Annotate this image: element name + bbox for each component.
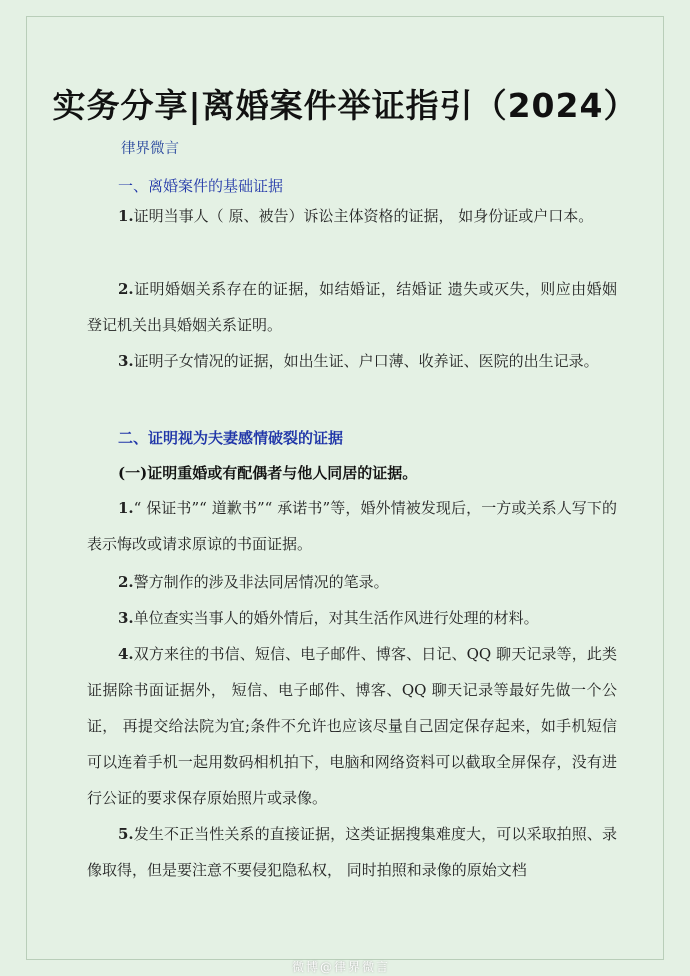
item-number: 1.	[118, 499, 134, 517]
item-text: 警方制作的涉及非法同居情况的笔录。	[133, 573, 389, 591]
item-number: 1.	[118, 207, 134, 225]
section-2-subheading: (一)证明重婚或有配偶者与他人同居的证据。	[118, 464, 418, 482]
item-number: 2.	[118, 573, 134, 591]
item-text: 证明婚姻关系存在的证据，如结婚证，结婚证 遗失或灭失，则应由婚姻登记机关出具婚姻关系证明。	[87, 280, 617, 334]
section-2-heading: 二、证明视为夫妻感情破裂的证据	[118, 429, 344, 447]
section-1-heading: 一、离婚案件的基础证据	[118, 177, 284, 195]
section-2-item-4	[87, 636, 617, 816]
item-number: 3.	[118, 352, 134, 370]
item-number: 4.	[118, 645, 134, 663]
watermark	[275, 956, 407, 976]
page-title: 实务分享|离婚案件举证指引（2024）	[52, 86, 638, 125]
watermark-text: 微博@律界微言	[291, 959, 390, 974]
section-1-item-2	[87, 271, 617, 343]
item-text: 发生不正当性关系的直接证据，这类证据搜集难度大，可以采取拍照、录像取得，但是要注意不要侵犯隐私权， 同时拍照和录像的原始文档	[87, 825, 617, 879]
source-label: 律界微言	[121, 141, 179, 157]
item-text: 证明子女情况的证据，如出生证、户口薄、收养证、医院的出生记录。	[133, 352, 599, 370]
section-2-item-1	[87, 490, 617, 562]
item-text: “ 保证书”“ 道歉书”“ 承诺书”等，婚外情被发现后，一方或关系人写下的表示悔改或请求原谅的书面证据。	[87, 499, 617, 553]
item-number: 2.	[118, 280, 134, 298]
item-number: 3.	[118, 609, 134, 627]
item-text: 证明当事人（ 原、被告）诉讼主体资格的证据， 如身份证或户口本。	[133, 207, 594, 225]
section-2-item-2	[87, 564, 617, 600]
item-text: 单位查实当事人的婚外情后，对其生活作风进行处理的材料。	[133, 609, 539, 627]
item-number: 5.	[118, 825, 134, 843]
section-1-item-1	[87, 198, 617, 234]
section-1-item-3	[87, 343, 617, 379]
item-text: 双方来往的书信、短信、电子邮件、博客、日记、QQ 聊天记录等，此类证据除书面证据外， 短信、电子邮件、博客、QQ 聊天记录等最好先做一个公证， 再提交给法院为宜;条件不允许也应该尽量自己固定保存起来，如手机短信可以连着手机一起用数码相机拍下，电脑和网络资料可以截取全屏保存，没有进行公证的要求保存原始照片或录像。	[87, 645, 617, 807]
section-2-item-5	[87, 816, 617, 888]
section-2-item-3	[87, 600, 617, 636]
